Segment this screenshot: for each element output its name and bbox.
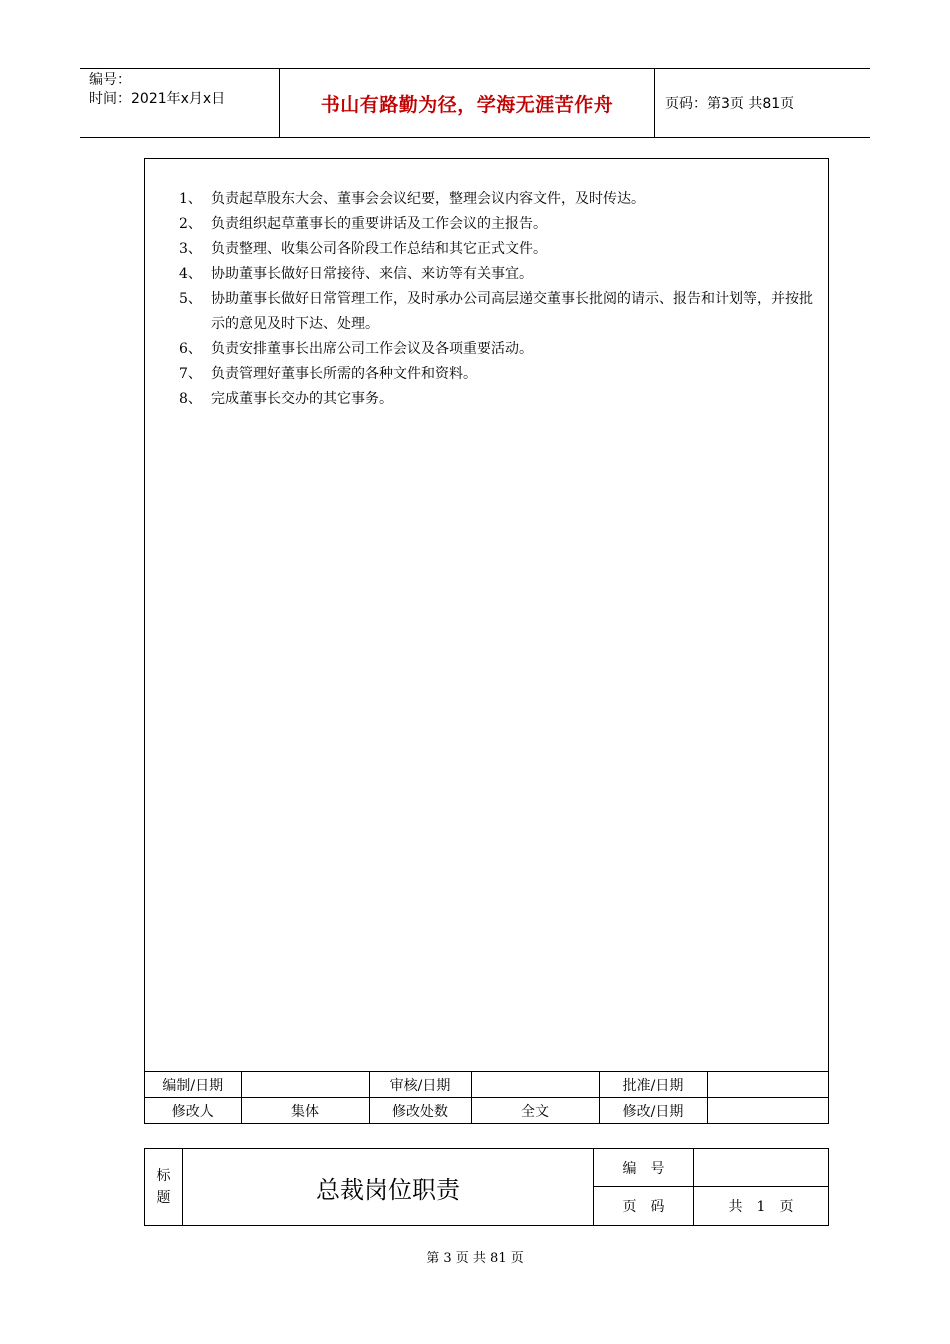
table-cell bbox=[471, 1072, 599, 1098]
list-item bbox=[179, 237, 819, 262]
header-motto: 书山有路勤为径，学海无涯苦作舟 bbox=[280, 69, 655, 137]
table-cell: 编制/日期 bbox=[145, 1072, 241, 1098]
page-footer: 第 3 页 共 81 页 bbox=[426, 1251, 524, 1266]
list-item bbox=[179, 362, 819, 387]
table-cell bbox=[707, 1098, 828, 1124]
number-label: 编 号 bbox=[594, 1149, 694, 1187]
item-text: 负责整理、收集公司各阶段工作总结和其它正式文件。 bbox=[211, 241, 547, 257]
table-cell bbox=[707, 1072, 828, 1098]
table-cell bbox=[241, 1072, 369, 1098]
table-cell: 修改/日期 bbox=[599, 1098, 707, 1124]
item-text: 完成董事长交办的其它事务。 bbox=[211, 391, 393, 407]
document-title: 总裁岗位职责 bbox=[183, 1149, 594, 1225]
item-text: 负责起草股东大会、董事会会议纪要，整理会议内容文件，及时传达。 bbox=[211, 191, 645, 207]
table-cell: 全文 bbox=[471, 1098, 599, 1124]
item-number: 6、 bbox=[179, 341, 202, 357]
title-label-char: 标 bbox=[156, 1168, 171, 1184]
item-text: 协助董事长做好日常接待、来信、来访等有关事宜。 bbox=[211, 266, 533, 282]
table-row bbox=[145, 1072, 828, 1098]
item-text: 负责安排董事长出席公司工作会议及各项重要活动。 bbox=[211, 341, 533, 357]
item-number: 3、 bbox=[179, 241, 202, 257]
page-label: 页 码 bbox=[594, 1187, 694, 1225]
header-page-info: 页码：第3页 共81页 bbox=[665, 96, 795, 112]
table-cell: 审核/日期 bbox=[369, 1072, 471, 1098]
content-box bbox=[144, 158, 829, 1124]
list-item bbox=[179, 262, 819, 287]
duty-list bbox=[179, 187, 819, 412]
item-text: 负责管理好董事长所需的各种文件和资料。 bbox=[211, 366, 477, 382]
list-item bbox=[179, 287, 819, 337]
header-number-label: 编号： bbox=[89, 72, 131, 88]
item-text: 负责组织起草董事长的重要讲话及工作会议的主报告。 bbox=[211, 216, 547, 232]
signoff-table bbox=[145, 1071, 828, 1123]
title-table bbox=[144, 1148, 829, 1226]
table-cell: 批准/日期 bbox=[599, 1072, 707, 1098]
table-cell: 集体 bbox=[241, 1098, 369, 1124]
item-number: 7、 bbox=[179, 366, 202, 382]
list-item bbox=[179, 387, 819, 412]
title-meta-grid bbox=[594, 1149, 828, 1225]
page-value: 共 1 页 bbox=[728, 1199, 794, 1215]
document-header bbox=[80, 68, 870, 138]
list-item bbox=[179, 187, 819, 212]
item-text: 协助董事长做好日常管理工作，及时承办公司高层递交董事长批阅的请示、报告和计划等，并按批示的意见及时下达、处理。 bbox=[211, 291, 813, 332]
item-number: 8、 bbox=[179, 391, 202, 407]
item-number: 5、 bbox=[179, 291, 202, 307]
list-item bbox=[179, 337, 819, 362]
title-label bbox=[145, 1149, 183, 1225]
item-number: 2、 bbox=[179, 216, 202, 232]
item-number: 4、 bbox=[179, 266, 202, 282]
item-number: 1、 bbox=[179, 191, 202, 207]
table-cell: 修改处数 bbox=[369, 1098, 471, 1124]
title-label-char: 题 bbox=[156, 1190, 171, 1206]
header-time-label: 时间：2021年x月x日 bbox=[89, 91, 226, 107]
number-value bbox=[694, 1149, 828, 1187]
header-meta bbox=[80, 69, 280, 137]
list-item bbox=[179, 212, 819, 237]
table-cell: 修改人 bbox=[145, 1098, 241, 1124]
table-row bbox=[145, 1098, 828, 1124]
